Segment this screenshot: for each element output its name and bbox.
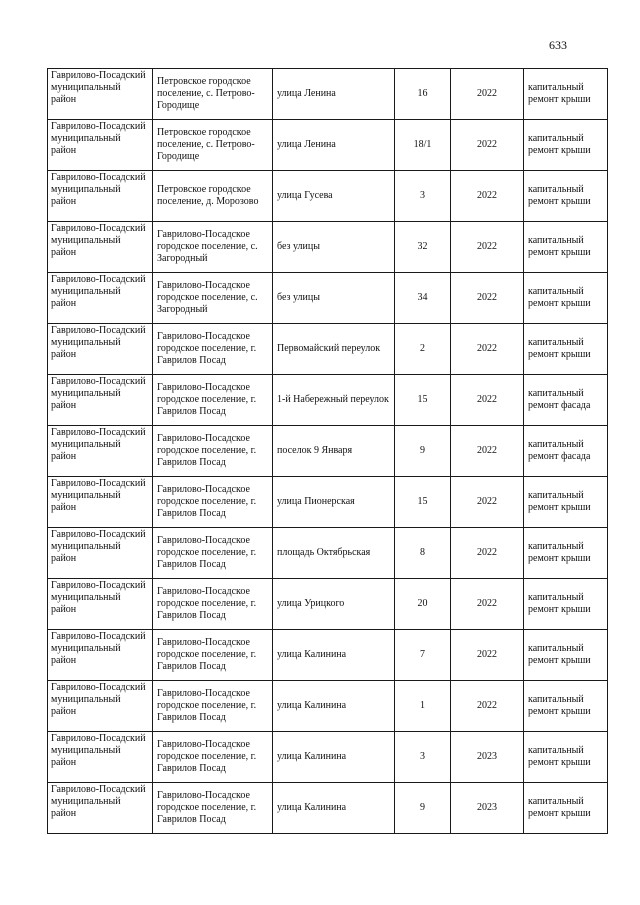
cell-street: улица Ленина: [273, 69, 395, 120]
cell-house-number: 15: [395, 375, 451, 426]
table-row: [48, 120, 608, 171]
cell-work-type: капитальный ремонт крыши: [524, 171, 608, 222]
cell-house-number: 1: [395, 681, 451, 732]
cell-street: улица Калинина: [273, 783, 395, 834]
table-row: [48, 324, 608, 375]
cell-settlement: Гаврилово-Посадское городское поселение, г. Гаврилов Посад: [153, 324, 273, 375]
cell-year: 2022: [451, 579, 524, 630]
cell-work-type: капитальный ремонт фасада: [524, 375, 608, 426]
cell-house-number: 34: [395, 273, 451, 324]
cell-house-number: 15: [395, 477, 451, 528]
cell-district: Гаврилово-Посадский муниципальный район: [48, 630, 153, 681]
cell-street: без улицы: [273, 273, 395, 324]
cell-district: Гаврилово-Посадский муниципальный район: [48, 222, 153, 273]
cell-year: 2023: [451, 732, 524, 783]
cell-work-type: капитальный ремонт крыши: [524, 324, 608, 375]
cell-settlement: Гаврилово-Посадское городское поселение, г. Гаврилов Посад: [153, 732, 273, 783]
cell-settlement: Петровское городское поселение, д. Морозово: [153, 171, 273, 222]
cell-year: 2022: [451, 273, 524, 324]
cell-year: 2022: [451, 477, 524, 528]
cell-street: 1-й Набережный переулок: [273, 375, 395, 426]
cell-house-number: 2: [395, 324, 451, 375]
cell-house-number: 16: [395, 69, 451, 120]
table-row: [48, 426, 608, 477]
cell-district: Гаврилово-Посадский муниципальный район: [48, 681, 153, 732]
cell-district: Гаврилово-Посадский муниципальный район: [48, 375, 153, 426]
cell-settlement: Гаврилово-Посадское городское поселение, г. Гаврилов Посад: [153, 477, 273, 528]
cell-street: улица Пионерская: [273, 477, 395, 528]
repair-registry-table: [47, 68, 608, 834]
cell-district: Гаврилово-Посадский муниципальный район: [48, 783, 153, 834]
table-row: [48, 630, 608, 681]
cell-district: Гаврилово-Посадский муниципальный район: [48, 426, 153, 477]
cell-district: Гаврилово-Посадский муниципальный район: [48, 120, 153, 171]
cell-work-type: капитальный ремонт крыши: [524, 732, 608, 783]
cell-work-type: капитальный ремонт крыши: [524, 120, 608, 171]
cell-settlement: Гаврилово-Посадское городское поселение, г. Гаврилов Посад: [153, 681, 273, 732]
cell-district: Гаврилово-Посадский муниципальный район: [48, 324, 153, 375]
cell-year: 2022: [451, 630, 524, 681]
cell-street: площадь Октябрьская: [273, 528, 395, 579]
cell-district: Гаврилово-Посадский муниципальный район: [48, 579, 153, 630]
cell-house-number: 7: [395, 630, 451, 681]
cell-work-type: капитальный ремонт крыши: [524, 579, 608, 630]
table-row: [48, 783, 608, 834]
cell-settlement: Гаврилово-Посадское городское поселение, г. Гаврилов Посад: [153, 630, 273, 681]
table-row: [48, 222, 608, 273]
cell-street: Первомайский переулок: [273, 324, 395, 375]
cell-district: Гаврилово-Посадский муниципальный район: [48, 732, 153, 783]
cell-work-type: капитальный ремонт крыши: [524, 528, 608, 579]
table-row: [48, 732, 608, 783]
cell-year: 2023: [451, 783, 524, 834]
cell-street: без улицы: [273, 222, 395, 273]
table-row: [48, 579, 608, 630]
cell-house-number: 9: [395, 783, 451, 834]
cell-street: улица Калинина: [273, 732, 395, 783]
cell-settlement: Гаврилово-Посадское городское поселение, с. Загородный: [153, 273, 273, 324]
table-row: [48, 681, 608, 732]
table-row: [48, 69, 608, 120]
cell-settlement: Гаврилово-Посадское городское поселение, г. Гаврилов Посад: [153, 528, 273, 579]
cell-work-type: капитальный ремонт крыши: [524, 477, 608, 528]
cell-street: улица Ленина: [273, 120, 395, 171]
cell-work-type: капитальный ремонт фасада: [524, 426, 608, 477]
cell-work-type: капитальный ремонт крыши: [524, 222, 608, 273]
cell-street: улица Гусева: [273, 171, 395, 222]
cell-district: Гаврилово-Посадский муниципальный район: [48, 69, 153, 120]
cell-house-number: 32: [395, 222, 451, 273]
table-body: [48, 69, 608, 834]
cell-settlement: Гаврилово-Посадское городское поселение, г. Гаврилов Посад: [153, 426, 273, 477]
cell-street: улица Калинина: [273, 681, 395, 732]
cell-house-number: 20: [395, 579, 451, 630]
table-row: [48, 171, 608, 222]
cell-work-type: капитальный ремонт крыши: [524, 783, 608, 834]
cell-work-type: капитальный ремонт крыши: [524, 681, 608, 732]
cell-settlement: Петровское городское поселение, с. Петрово-Городище: [153, 120, 273, 171]
cell-settlement: Гаврилово-Посадское городское поселение, г. Гаврилов Посад: [153, 579, 273, 630]
cell-work-type: капитальный ремонт крыши: [524, 273, 608, 324]
table-row: [48, 477, 608, 528]
cell-street: поселок 9 Января: [273, 426, 395, 477]
cell-settlement: Гаврилово-Посадское городское поселение, г. Гаврилов Посад: [153, 783, 273, 834]
cell-settlement: Гаврилово-Посадское городское поселение, г. Гаврилов Посад: [153, 375, 273, 426]
cell-year: 2022: [451, 375, 524, 426]
cell-house-number: 18/1: [395, 120, 451, 171]
cell-year: 2022: [451, 222, 524, 273]
cell-settlement: Петровское городское поселение, с. Петрово-Городище: [153, 69, 273, 120]
cell-house-number: 9: [395, 426, 451, 477]
cell-year: 2022: [451, 681, 524, 732]
cell-work-type: капитальный ремонт крыши: [524, 69, 608, 120]
table-row: [48, 528, 608, 579]
cell-house-number: 3: [395, 732, 451, 783]
cell-district: Гаврилово-Посадский муниципальный район: [48, 477, 153, 528]
cell-district: Гаврилово-Посадский муниципальный район: [48, 171, 153, 222]
cell-street: улица Урицкого: [273, 579, 395, 630]
cell-year: 2022: [451, 324, 524, 375]
table-row: [48, 273, 608, 324]
cell-year: 2022: [451, 528, 524, 579]
cell-year: 2022: [451, 426, 524, 477]
page-number: 633: [549, 38, 567, 52]
cell-work-type: капитальный ремонт крыши: [524, 630, 608, 681]
cell-house-number: 8: [395, 528, 451, 579]
table-row: [48, 375, 608, 426]
cell-district: Гаврилово-Посадский муниципальный район: [48, 273, 153, 324]
cell-house-number: 3: [395, 171, 451, 222]
cell-street: улица Калинина: [273, 630, 395, 681]
cell-district: Гаврилово-Посадский муниципальный район: [48, 528, 153, 579]
cell-year: 2022: [451, 171, 524, 222]
cell-year: 2022: [451, 120, 524, 171]
cell-year: 2022: [451, 69, 524, 120]
cell-settlement: Гаврилово-Посадское городское поселение, с. Загородный: [153, 222, 273, 273]
